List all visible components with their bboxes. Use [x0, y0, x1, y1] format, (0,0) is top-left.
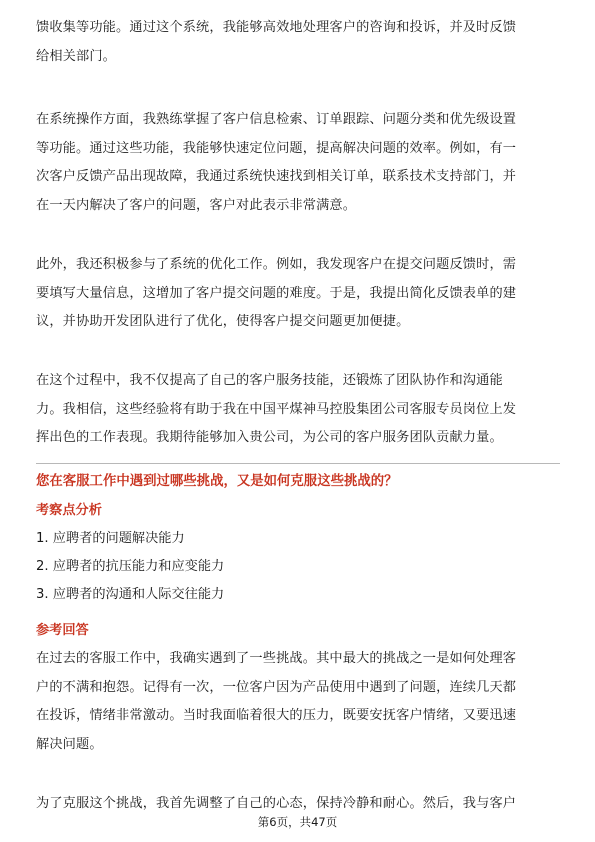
- analysis-point: 1. 应聘者的问题解决能力: [36, 531, 185, 546]
- body-paragraph-2: [36, 106, 560, 220]
- answer-heading: 参考回答: [36, 623, 89, 638]
- analysis-point: 3. 应聘者的沟通和人际交往能力: [36, 587, 225, 602]
- paragraph-line: 户的不满和抱怨。记得有一次，一位客户因为产品使用中遇到了问题，连续几天都: [36, 679, 517, 695]
- interview-question: 您在客服工作中遇到过哪些挑战，又是如何克服这些挑战的？: [36, 474, 398, 489]
- paragraph-line: 挥出色的工作表现。我期待能够加入贵公司，为公司的客户服务团队贡献力量。: [36, 430, 503, 445]
- analysis-point: 2. 应聘者的抗压能力和应变能力: [36, 559, 225, 574]
- body-paragraph-4: [36, 367, 560, 453]
- paragraph-line: 力。我相信，这些经验将有助于我在中国平煤神马控股集团公司客服专员岗位上发: [36, 401, 517, 417]
- body-paragraph-1: [36, 14, 560, 71]
- section-divider: [36, 463, 560, 464]
- page-footer: 第6页，共47页: [257, 815, 338, 829]
- paragraph-line: 在系统操作方面，我熟练掌握了客户信息检索、订单跟踪、问题分类和优先级设置: [36, 112, 517, 127]
- paragraph-line: 在过去的客服工作中，我确实遇到了一些挑战。其中最大的挑战之一是如何处理客: [36, 651, 517, 666]
- paragraph-line: 要填写大量信息，这增加了客户提交问题的难度。于是，我提出简化反馈表单的建: [36, 285, 517, 301]
- body-paragraph-3: [36, 251, 560, 337]
- paragraph-line: 次客户反馈产品出现故障，我通过系统快速找到相关订单，联系技术支持部门，并: [36, 169, 517, 184]
- paragraph-line: 等功能。通过这些功能，我能够快速定位问题，提高解决问题的效率。例如，有一: [36, 140, 517, 156]
- paragraph-line: 此外，我还积极参与了系统的优化工作。例如，我发现客户在提交问题反馈时，需: [36, 257, 517, 272]
- paragraph-line: 在投诉，情绪非常激动。当时我面临着很大的压力，既要安抚客户情绪，又要迅速: [36, 708, 517, 723]
- paragraph-line: 在一天内解决了客户的问题，客户对此表示非常满意。: [36, 197, 357, 213]
- paragraph-line: 给相关部门。: [36, 48, 117, 64]
- paragraph-line: 解决问题。: [36, 736, 103, 752]
- paragraph-line: 馈收集等功能。通过这个系统，我能够高效地处理客户的咨询和投诉，并及时反馈: [36, 20, 517, 35]
- paragraph-line: 议，并协助开发团队进行了优化，使得客户提交问题更加便捷。: [36, 314, 410, 329]
- analysis-heading: 考察点分析: [36, 503, 102, 518]
- paragraph-line: 为了克服这个挑战，我首先调整了自己的心态，保持冷静和耐心。然后，我与客户: [36, 796, 517, 811]
- paragraph-line: 在这个过程中，我不仅提高了自己的客户服务技能，还锻炼了团队协作和沟通能: [36, 373, 503, 388]
- answer-paragraph-1: [36, 645, 560, 759]
